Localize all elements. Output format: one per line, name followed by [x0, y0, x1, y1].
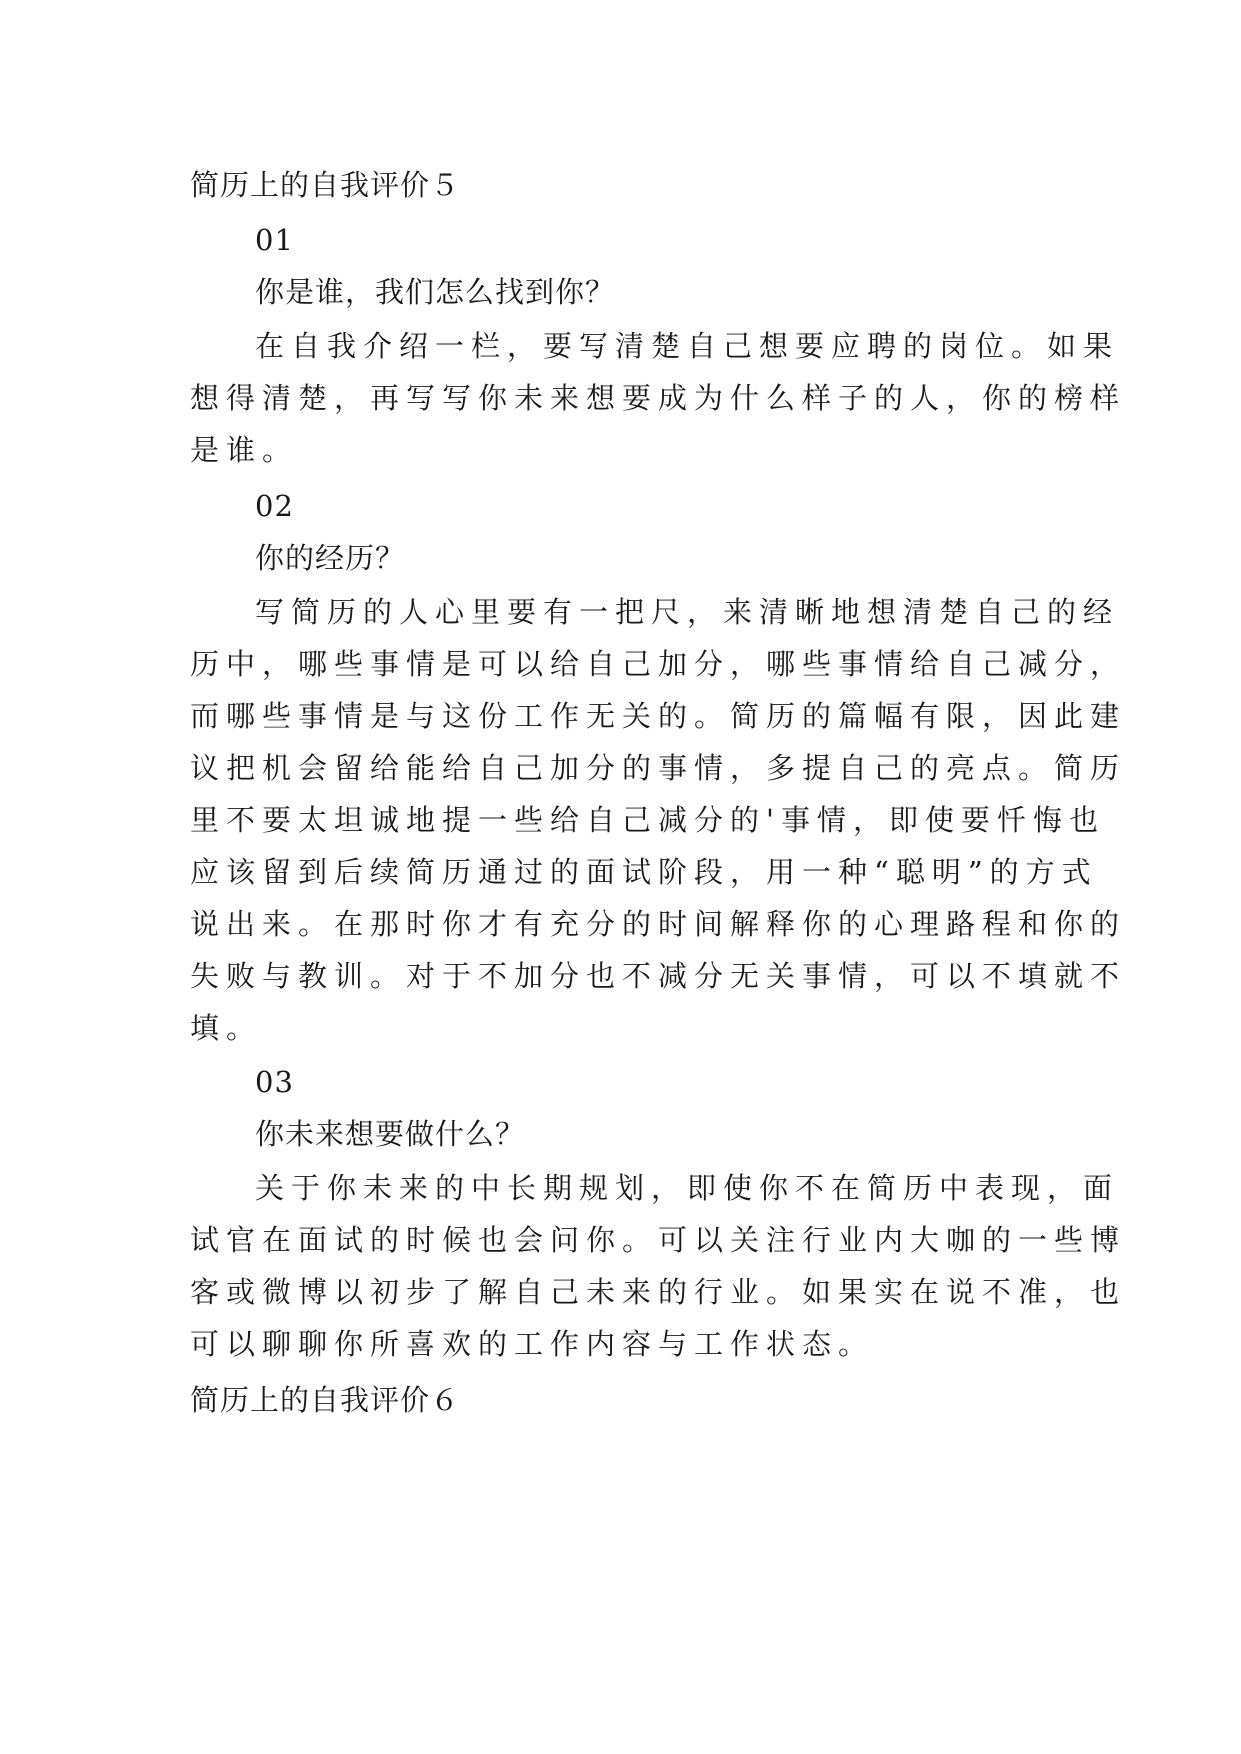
paragraph-line: 议把机会留给能给自己加分的事情，多提自己的亮点。简历: [190, 751, 1127, 785]
paragraph-line: 写简历的人心里要有一把尺，来清晰地想清楚自己的经: [255, 595, 1120, 629]
section-number: 03: [255, 1065, 294, 1099]
section-question: 你未来想要做什么？: [255, 1117, 526, 1151]
section-heading: 简历上的自我评价５: [190, 168, 461, 202]
paragraph-line: 历中，哪些事情是可以给自己加分，哪些事情给自己减分，: [190, 647, 1127, 681]
paragraph-line: 是谁。: [190, 433, 299, 467]
paragraph-line: 填。: [190, 1011, 263, 1045]
section-heading: 简历上的自我评价６: [190, 1383, 461, 1417]
paragraph-line: 里不要太坦诚地提一些给自己减分的'事情，即使要忏悔也: [190, 803, 1105, 837]
paragraph-line: 说出来。在那时你才有充分的时间解释你的心理路程和你的: [190, 907, 1127, 941]
section-question: 你的经历？: [255, 541, 406, 575]
paragraph-line: 可以聊聊你所喜欢的工作内容与工作状态。: [190, 1327, 875, 1361]
paragraph-line: 关于你未来的中长期规划，即使你不在简历中表现，面: [255, 1171, 1120, 1205]
paragraph-line: 应该留到后续简历通过的面试阶段，用一种“聪明”的方式: [190, 855, 1098, 889]
paragraph-line: 失败与教训。对于不加分也不减分无关事情，可以不填就不: [190, 959, 1127, 993]
paragraph-line: 客或微博以初步了解自己未来的行业。如果实在说不准，也: [190, 1275, 1127, 1309]
section-number: 01: [255, 223, 294, 257]
paragraph-line: 在自我介绍一栏，要写清楚自己想要应聘的岗位。如果: [255, 329, 1120, 363]
paragraph-line: 想得清楚，再写写你未来想要成为什么样子的人，你的榜样: [190, 381, 1127, 415]
section-number: 02: [255, 489, 294, 523]
paragraph-line: 试官在面试的时候也会问你。可以关注行业内大咖的一些博: [190, 1223, 1127, 1257]
paragraph-line: 而哪些事情是与这份工作无关的。简历的篇幅有限，因此建: [190, 699, 1127, 733]
section-question: 你是谁，我们怎么找到你？: [255, 275, 616, 309]
